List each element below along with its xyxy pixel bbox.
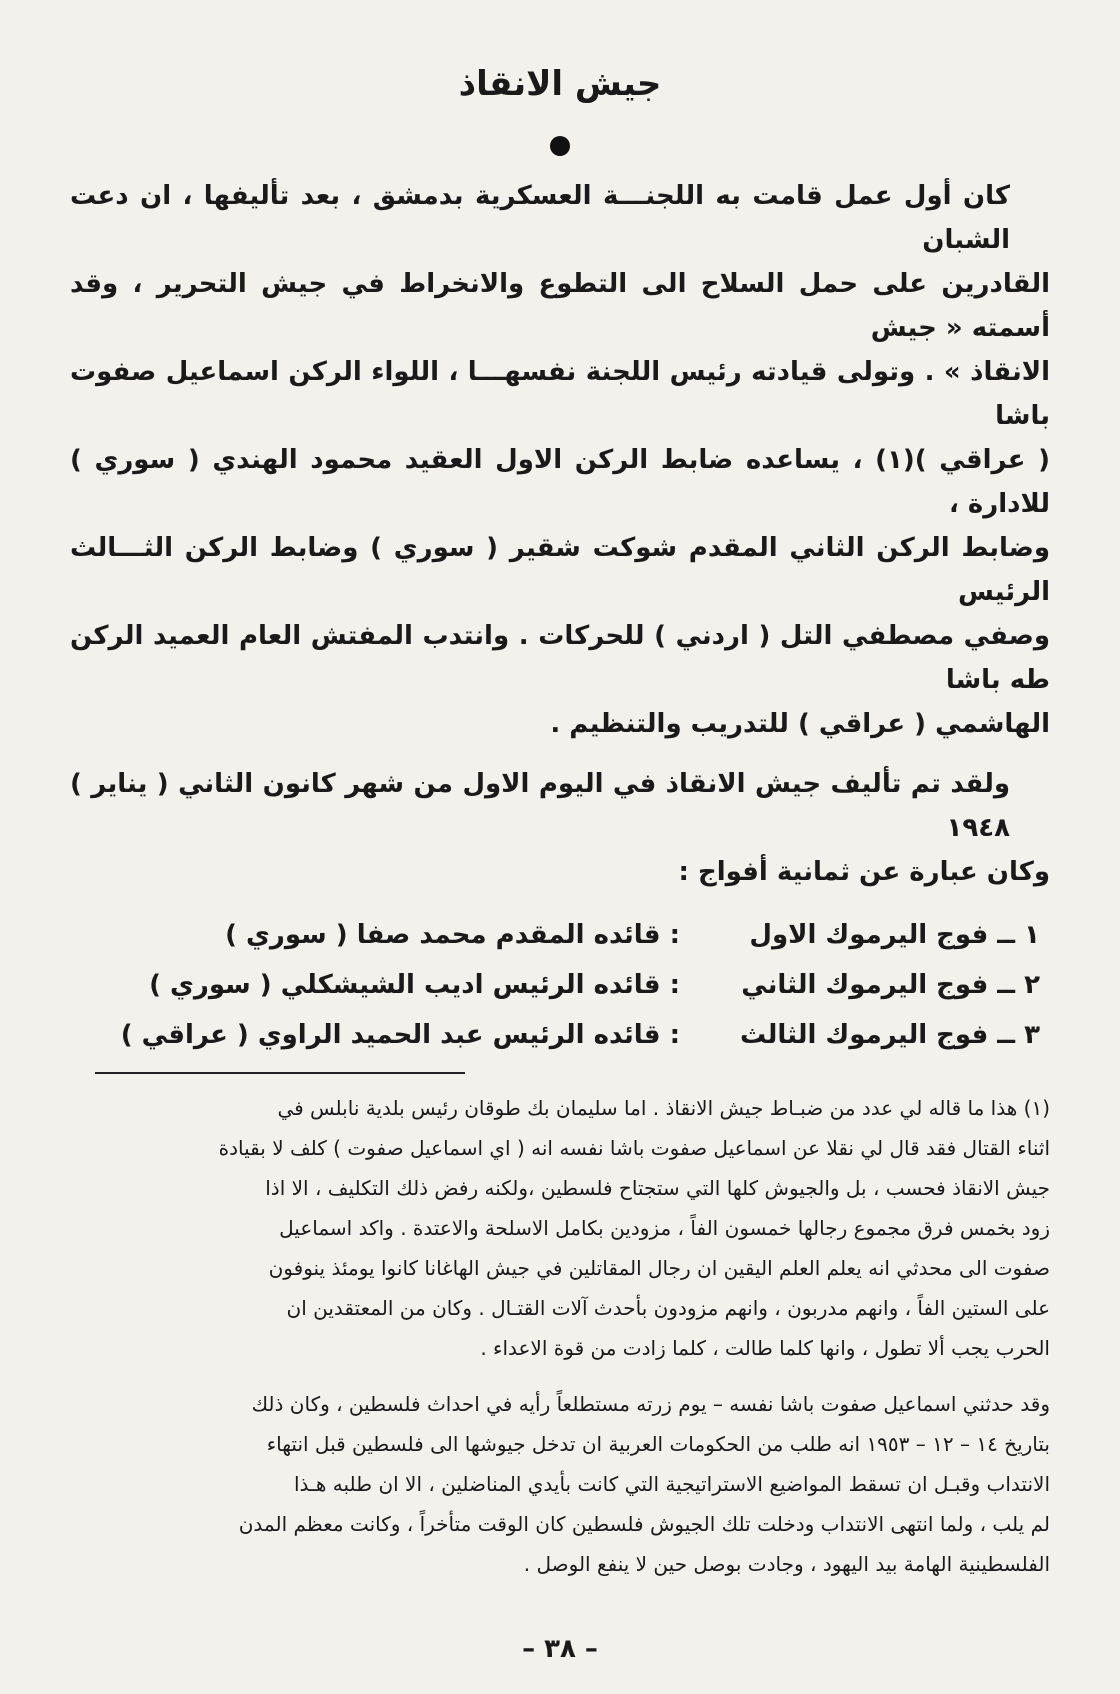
footnote: [70, 1088, 1050, 1584]
text-line: الانقاذ » . وتولى قيادته رئيس اللجنة نفسهـــا ، اللواء الركن اسماعيل صفوت باشا: [70, 357, 1050, 431]
text-line: وضابط الركن الثاني المقدم شوكت شقير ( سوري ) وضابط الركن الثـــالث الرئيس: [70, 533, 1050, 607]
footnote-line: على الستين الفاً ، وانهم مدربون ، وانهم مزودون بأحدث آلات القتـال . وكان من المعتقدين ان: [286, 1296, 1050, 1320]
list-item: [70, 1010, 1050, 1060]
battalion-name: ٣ ــ فوج اليرموك الثالث: [740, 1020, 1040, 1050]
battalion-name: ٢ ــ فوج اليرموك الثاني: [741, 970, 1040, 1000]
footnote-divider: [95, 1072, 465, 1074]
text-line: وكان عبارة عن ثمانية أفواج :: [678, 857, 1050, 887]
footnote-line: (١) هذا ما قاله لي عدد من ضبـاط جيش الانقاذ . اما سليمان بك طوقان رئيس بلدية نابلس في: [277, 1096, 1050, 1120]
paragraph: [70, 762, 1050, 894]
chapter-title: جيش الانقاذ: [458, 64, 662, 104]
footnote-line: وقد حدثني اسماعيل صفوت باشا نفسه – يوم زرته مستطلعاً رأيه في احداث فلسطين ، وكان ذلك: [251, 1392, 1050, 1416]
footnote-line: بتاريخ ١٤ – ١٢ – ١٩٥٣ انه طلب من الحكومات العربية ان تدخل جيوشها الى فلسطين قبل انتهاء: [266, 1432, 1050, 1456]
text-line: القادرين على حمل السلاح الى التطوع والانخراط في جيش التحرير ، وقد أسمته « جيش: [70, 269, 1050, 343]
paragraph: [70, 174, 1050, 746]
list-item: [70, 960, 1050, 1010]
footnote-line: صفوت الى محدثي انه يعلم العلم اليقين ان رجال المقاتلين في جيش الهاغانا كانوا يومئذ ينوفون: [268, 1256, 1050, 1280]
page-number: – ٣٨ –: [522, 1634, 598, 1664]
battalion-commander: : قائده المقدم محمد صفا ( سوري ): [225, 920, 680, 950]
text-line: ( عراقي )(١) ، يساعده ضابط الركن الاول العقيد محمود الهندي ( سوري ) للادارة ،: [70, 445, 1050, 519]
text-line: الهاشمي ( عراقي ) للتدريب والتنظيم .: [550, 709, 1050, 739]
bullet-ornament: [550, 136, 570, 156]
footnote-line: الانتداب وقبـل ان تسقط المواضيع الاستراتيجية التي كانت بأيدي المناضلين ، الا ان طلبه هـذا: [293, 1472, 1050, 1496]
footnote-line: اثناء القتال فقد قال لي نقلا عن اسماعيل صفوت باشا نفسه انه ( اي اسماعيل صفوت ) كلف لا بقيادة: [218, 1136, 1050, 1160]
footnote-line: زود بخمس فرق مجموع رجالها خمسون الفاً ، مزودين بكامل الاسلحة والاعتدة . واكد اسماعيل: [279, 1216, 1050, 1240]
footnote-line: الحرب يجب ألا تطول ، وانها كلما طالت ، كلما زادت من قوة الاعداء .: [480, 1336, 1050, 1360]
battalion-commander: : قائده الرئيس عبد الحميد الراوي ( عراقي ): [120, 1020, 680, 1050]
battalion-list: [70, 910, 1050, 1060]
main-text: [70, 174, 1050, 894]
text-line: كان أول عمل قامت به اللجنـــة العسكرية بدمشق ، بعد تأليفها ، ان دعت الشبان: [70, 181, 1010, 255]
text-line: وصفي مصطفي التل ( اردني ) للحركات . وانتدب المفتش العام العميد الركن طه باشا: [70, 621, 1050, 695]
battalion-commander: : قائده الرئيس اديب الشيشكلي ( سوري ): [149, 970, 680, 1000]
footnote-paragraph: [70, 1088, 1050, 1368]
footnote-paragraph: [70, 1384, 1050, 1584]
footnote-line: لم يلب ، ولما انتهى الانتداب ودخلت تلك الجيوش فلسطين كان الوقت متأخراً ، وكانت معظم المدن: [238, 1512, 1050, 1536]
list-item: [70, 910, 1050, 960]
footnote-line: الفلسطينية الهامة بيد اليهود ، وجادت بوصل حين لا ينفع الوصل .: [523, 1552, 1050, 1576]
footnote-line: جيش الانقاذ فحسب ، بل والجيوش كلها التي ستجتاح فلسطين ،ولكنه رفض ذلك التكليف ، الا اذا: [265, 1176, 1050, 1200]
text-line: ولقد تم تأليف جيش الانقاذ في اليوم الاول من شهر كانون الثاني ( يناير ) ١٩٤٨: [70, 769, 1010, 843]
battalion-name: ١ ــ فوج اليرموك الاول: [749, 920, 1040, 950]
